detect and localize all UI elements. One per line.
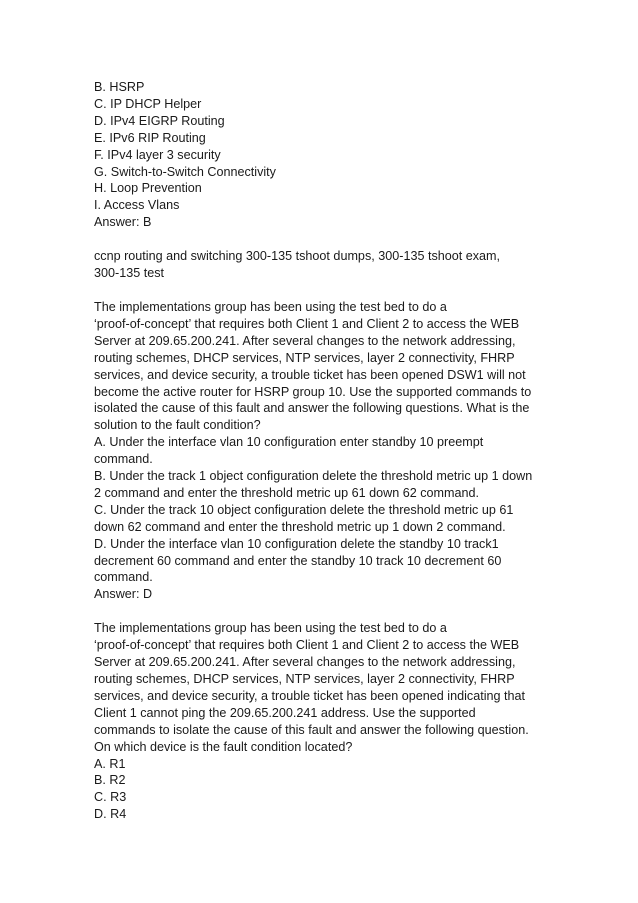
option-i: I. Access Vlans	[94, 198, 180, 213]
question-2	[94, 620, 564, 823]
option-b: B. HSRP	[94, 80, 145, 94]
choice-line: 2 command and enter the threshold metric up 61 down 62 command.	[94, 485, 480, 500]
question-line: Client 1 cannot ping the 209.65.200.241 address. Use the supported	[94, 705, 476, 720]
question-line: Server at 209.65.200.241. After several changes to the network addressing,	[94, 333, 516, 348]
option-h: H. Loop Prevention	[94, 181, 202, 196]
question-line: Server at 209.65.200.241. After several changes to the network addressing,	[94, 655, 516, 670]
option-e: E. IPv6 RIP Routing	[94, 130, 206, 145]
question-line: routing schemes, DHCP services, NTP services, layer 2 connectivity, FHRP	[94, 672, 515, 686]
question-line: ‘proof-of-concept’ that requires both Client 1 and Client 2 to access the WEB	[94, 316, 520, 331]
choice-line: decrement 60 command and enter the standby 10 track 10 decrement 60	[94, 553, 502, 568]
promo-line: ccnp routing and switching 300-135 tshoot dumps, 300-135 tshoot exam,	[94, 249, 501, 264]
question-1	[94, 299, 564, 603]
choice-line: B. Under the track 1 object configuration delete the threshold metric up 1 down	[94, 469, 533, 484]
choice-line: C. R3	[94, 790, 127, 805]
choice-line: C. Under the track 10 object configuration delete the threshold metric up 61	[94, 502, 514, 517]
question-line: The implementations group has been using the test bed to do a	[94, 621, 447, 636]
choice-line: A. R1	[94, 756, 126, 771]
question-line: solution to the fault condition?	[94, 418, 261, 433]
question-line: services, and device security, a trouble ticket has been opened DSW1 will not	[94, 367, 526, 382]
answer-q1: Answer: D	[94, 587, 153, 602]
question-line: ‘proof-of-concept’ that requires both Client 1 and Client 2 to access the WEB	[94, 638, 520, 653]
choice-line: B. R2	[94, 773, 126, 788]
question-line: On which device is the fault condition located?	[94, 739, 353, 754]
answer-top: Answer: B	[94, 215, 152, 230]
choice-line: command.	[94, 570, 153, 585]
options-list-top	[94, 79, 564, 231]
option-d: D. IPv4 EIGRP Routing	[94, 113, 225, 128]
option-g: G. Switch-to-Switch Connectivity	[94, 164, 276, 179]
question-line: become the active router for HSRP group 10. Use the supported commands to	[94, 384, 532, 399]
choice-line: D. R4	[94, 807, 127, 822]
option-c: C. IP DHCP Helper	[94, 96, 202, 111]
question-line: services, and device security, a trouble ticket has been opened indicating that	[94, 688, 526, 703]
choice-line: command.	[94, 452, 153, 467]
document-page	[94, 79, 564, 823]
question-line: commands to isolate the cause of this fault and answer the following question.	[94, 722, 529, 737]
question-line: routing schemes, DHCP services, NTP services, layer 2 connectivity, FHRP	[94, 350, 515, 365]
option-f: F. IPv4 layer 3 security	[94, 147, 221, 162]
choice-line: D. Under the interface vlan 10 configuration delete the standby 10 track1	[94, 536, 499, 551]
choice-line: down 62 command and enter the threshold metric up 1 down 2 command.	[94, 519, 506, 534]
question-line: isolated the cause of this fault and answer the following questions. What is the	[94, 401, 530, 416]
question-line: The implementations group has been using the test bed to do a	[94, 299, 447, 314]
promo-line: 300-135 test	[94, 266, 165, 281]
promo-text	[94, 248, 564, 282]
choice-line: A. Under the interface vlan 10 configuration enter standby 10 preempt	[94, 435, 484, 450]
